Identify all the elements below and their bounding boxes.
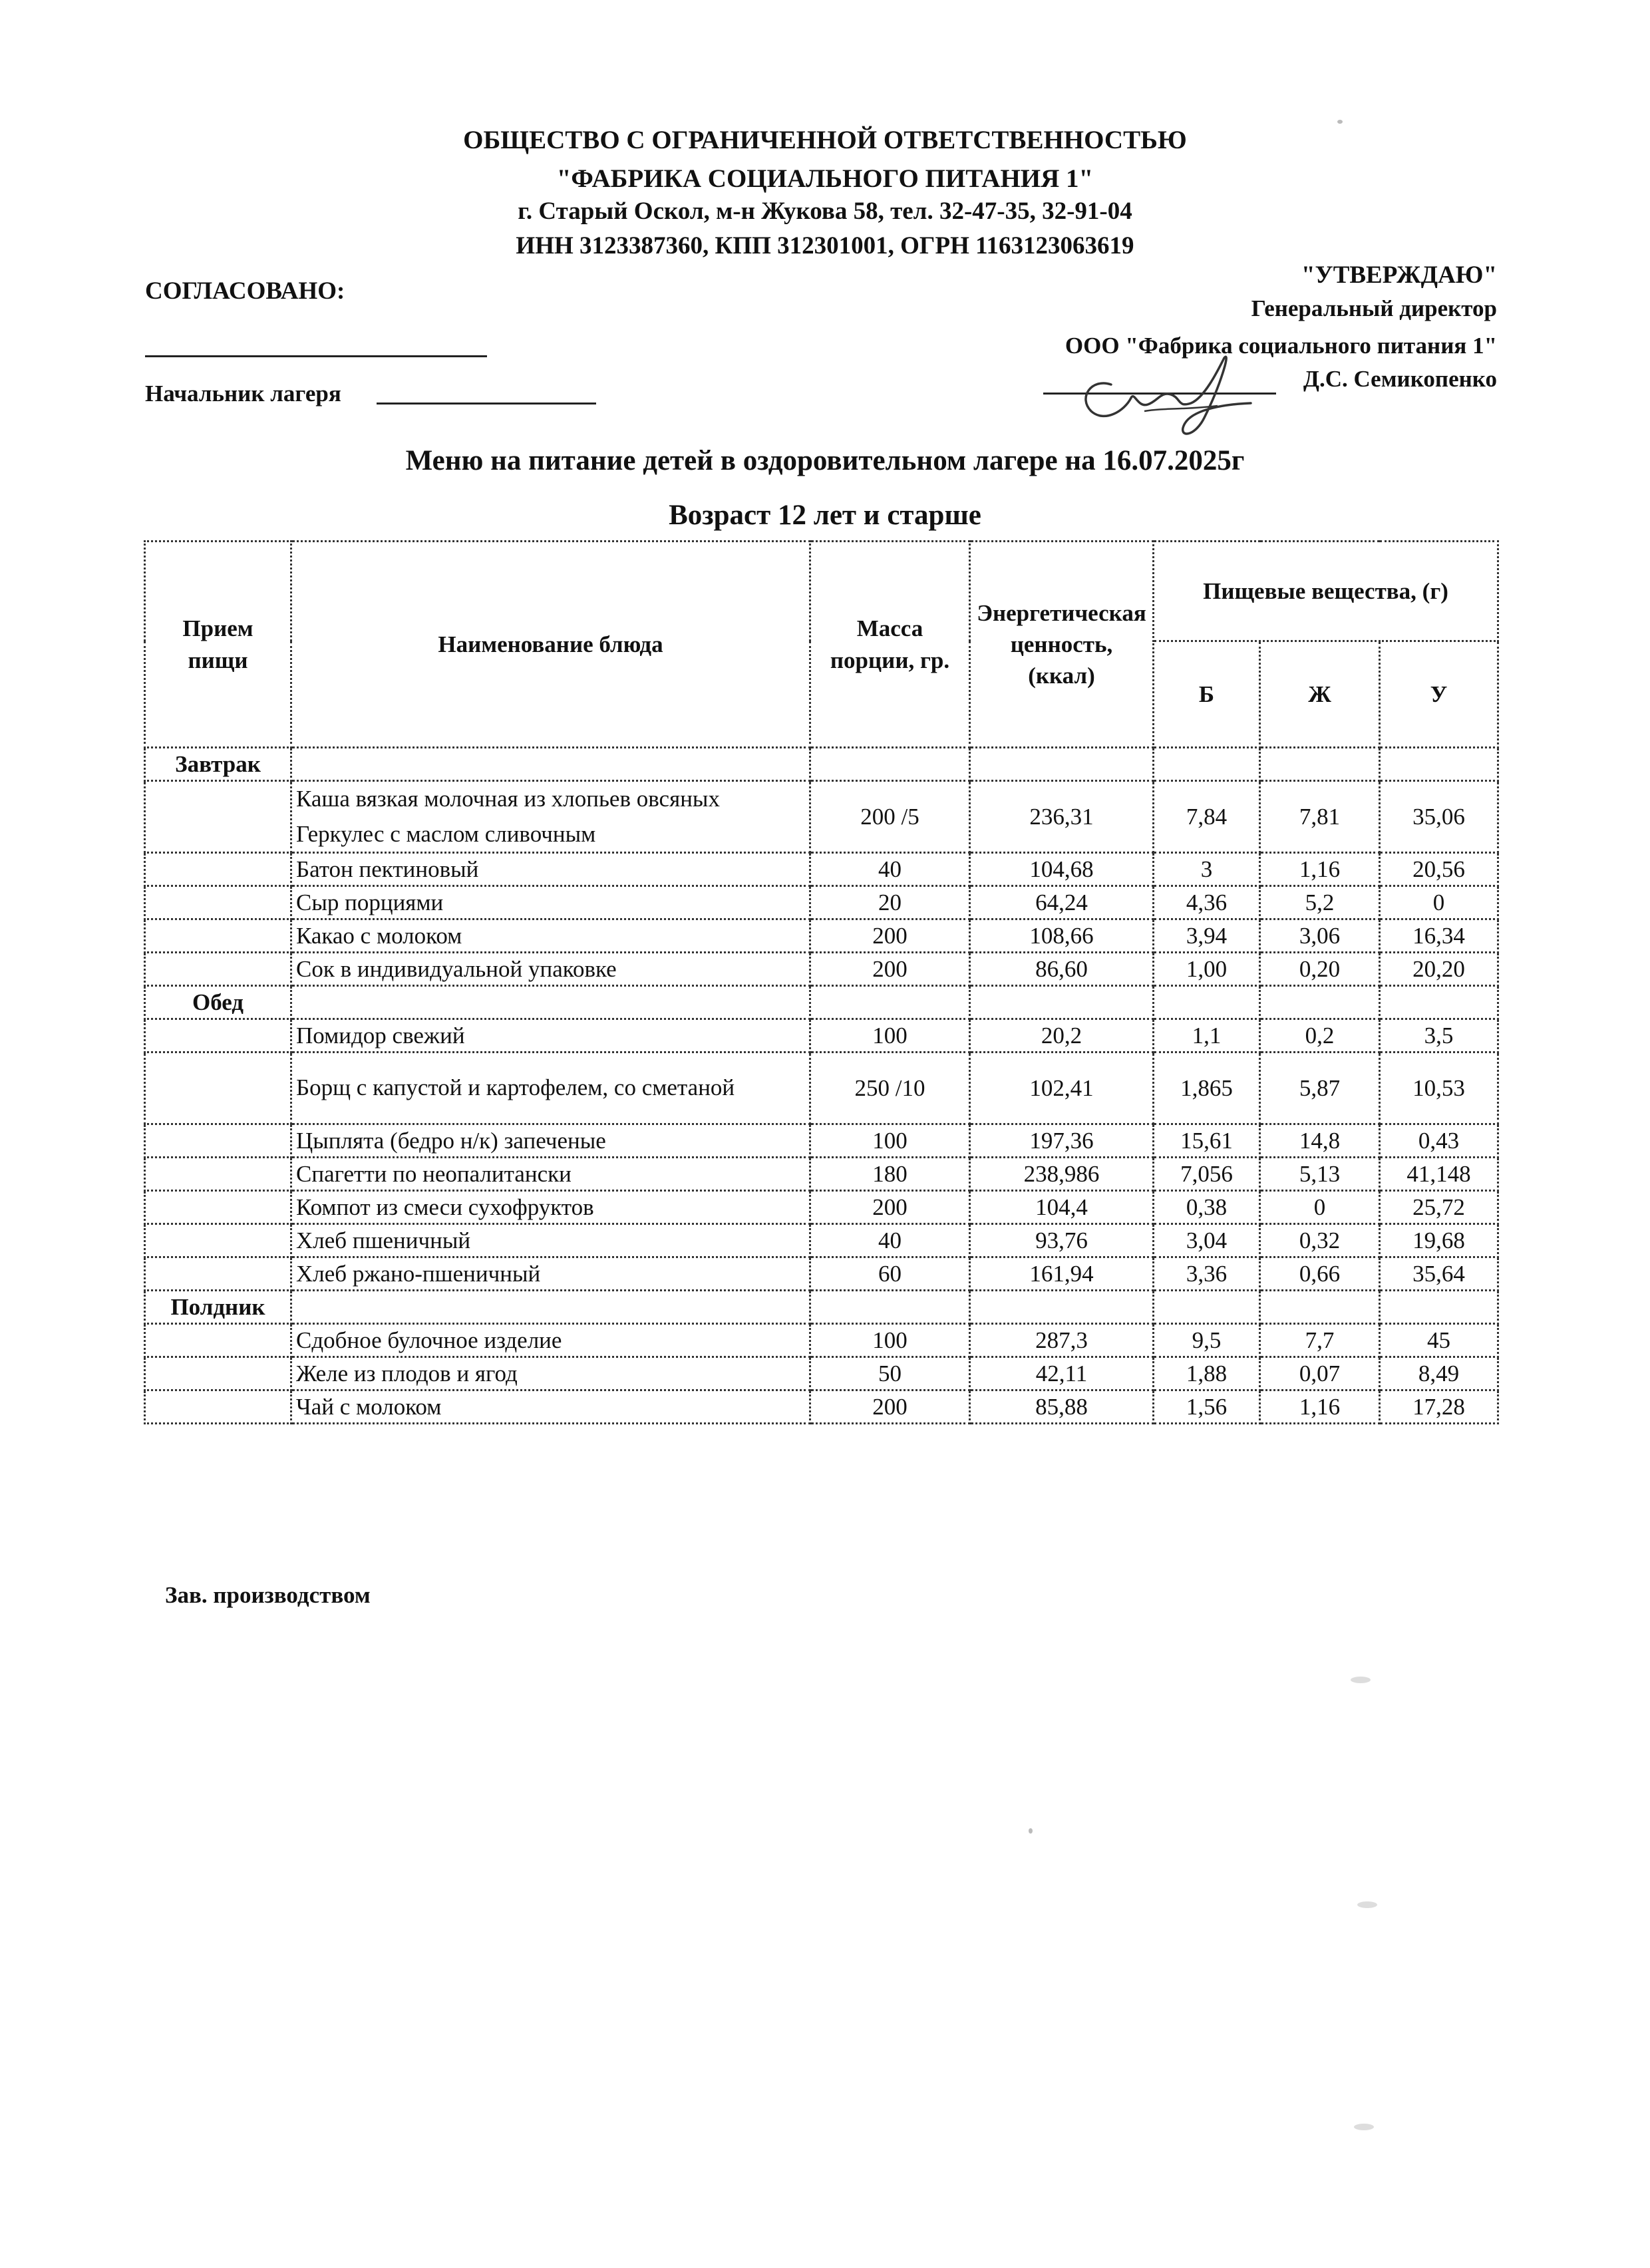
energy-value: 197,36 <box>970 1124 1154 1158</box>
protein-value: 3,04 <box>1154 1224 1260 1257</box>
age-subtitle: Возраст 12 лет и старше <box>669 500 981 531</box>
empty-cell <box>145 781 291 853</box>
empty-cell <box>145 1124 291 1158</box>
protein-value: 7,056 <box>1154 1158 1260 1191</box>
dish-name: Помидор свежий <box>291 1019 810 1053</box>
empty-cell <box>145 919 291 953</box>
agreed-signature-line <box>145 355 487 357</box>
menu-table <box>144 540 1499 1424</box>
fat-value: 7,81 <box>1260 781 1380 853</box>
energy-value: 20,2 <box>970 1019 1154 1053</box>
empty-cell <box>145 886 291 919</box>
table-row <box>145 1053 1498 1124</box>
empty-cell <box>1260 1291 1380 1324</box>
empty-cell <box>145 1390 291 1424</box>
dish-name: Какао с молоком <box>291 919 810 953</box>
table-row <box>145 1191 1498 1224</box>
empty-cell <box>1154 1291 1260 1324</box>
empty-cell <box>810 986 970 1019</box>
production-head-label: Зав. производством <box>165 1582 371 1608</box>
empty-cell <box>291 986 810 1019</box>
empty-cell <box>145 1191 291 1224</box>
dish-name: Чай с молоком <box>291 1390 810 1424</box>
carbs-value: 35,64 <box>1380 1257 1498 1291</box>
protein-value: 1,88 <box>1154 1357 1260 1390</box>
director-name: Д.С. Семикопенко <box>1303 366 1497 392</box>
portion-mass: 200 <box>810 919 970 953</box>
empty-cell <box>145 1053 291 1124</box>
table-row <box>145 1257 1498 1291</box>
dish-name: Хлеб ржано-пшеничный <box>291 1257 810 1291</box>
protein-value: 1,1 <box>1154 1019 1260 1053</box>
carbs-value: 19,68 <box>1380 1224 1498 1257</box>
protein-value: 0,38 <box>1154 1191 1260 1224</box>
portion-mass: 60 <box>810 1257 970 1291</box>
portion-mass: 50 <box>810 1357 970 1390</box>
empty-cell <box>145 1324 291 1357</box>
portion-mass: 100 <box>810 1124 970 1158</box>
empty-cell <box>145 1158 291 1191</box>
meal-section-label: Полдник <box>145 1291 291 1324</box>
dish-name: Спагетти по неопалитански <box>291 1158 810 1191</box>
scan-speck <box>1337 120 1343 124</box>
portion-mass: 40 <box>810 853 970 886</box>
menu-title: Меню на питание детей в оздоровительном лагере на 16.07.2025г <box>405 445 1245 476</box>
table-row <box>145 1124 1498 1158</box>
section-row <box>145 1291 1498 1324</box>
header-carbs: У <box>1380 641 1498 748</box>
energy-value: 93,76 <box>970 1224 1154 1257</box>
director-signature <box>1065 345 1264 444</box>
scan-speck <box>1029 1828 1033 1834</box>
empty-cell <box>810 748 970 781</box>
carbs-value: 25,72 <box>1380 1191 1498 1224</box>
carbs-value: 20,56 <box>1380 853 1498 886</box>
portion-mass: 200 <box>810 1390 970 1424</box>
energy-value: 104,68 <box>970 853 1154 886</box>
carbs-value: 8,49 <box>1380 1357 1498 1390</box>
carbs-value: 45 <box>1380 1324 1498 1357</box>
energy-value: 238,986 <box>970 1158 1154 1191</box>
protein-value: 3,94 <box>1154 919 1260 953</box>
empty-cell <box>1154 986 1260 1019</box>
empty-cell <box>1260 986 1380 1019</box>
portion-mass: 100 <box>810 1019 970 1053</box>
table-row <box>145 919 1498 953</box>
empty-cell <box>1380 986 1498 1019</box>
protein-value: 7,84 <box>1154 781 1260 853</box>
fat-value: 0,32 <box>1260 1224 1380 1257</box>
meal-section-label: Завтрак <box>145 748 291 781</box>
dish-name: Сок в индивидуальной упаковке <box>291 953 810 986</box>
scan-speck <box>1357 1901 1377 1908</box>
menu-table-body <box>145 748 1498 1424</box>
dish-name: Батон пектиновый <box>291 853 810 886</box>
fat-value: 0,20 <box>1260 953 1380 986</box>
company-name: ООО "Фабрика социального питания 1" <box>1065 333 1497 359</box>
camp-head-signature-line <box>377 403 596 405</box>
portion-mass: 180 <box>810 1158 970 1191</box>
energy-value: 42,11 <box>970 1357 1154 1390</box>
table-row <box>145 953 1498 986</box>
empty-cell <box>291 748 810 781</box>
fat-value: 5,2 <box>1260 886 1380 919</box>
org-requisites-line: ИНН 3123387360, КПП 312301001, ОГРН 1163123063619 <box>516 232 1134 259</box>
camp-head-label: Начальник лагеря <box>145 381 341 406</box>
energy-value: 64,24 <box>970 886 1154 919</box>
carbs-value: 20,20 <box>1380 953 1498 986</box>
carbs-value: 3,5 <box>1380 1019 1498 1053</box>
table-row <box>145 1324 1498 1357</box>
empty-cell <box>145 1257 291 1291</box>
fat-value: 0,66 <box>1260 1257 1380 1291</box>
table-row <box>145 781 1498 853</box>
empty-cell <box>291 1291 810 1324</box>
table-row <box>145 1390 1498 1424</box>
dish-name: Сыр порциями <box>291 886 810 919</box>
portion-mass: 100 <box>810 1324 970 1357</box>
director-position: Генеральный директор <box>1251 295 1497 321</box>
org-address-line: г. Старый Оскол, м-н Жукова 58, тел. 32-47-35, 32-91-04 <box>518 198 1132 225</box>
carbs-value: 41,148 <box>1380 1158 1498 1191</box>
energy-value: 108,66 <box>970 919 1154 953</box>
empty-cell <box>1380 748 1498 781</box>
fat-value: 0,07 <box>1260 1357 1380 1390</box>
protein-value: 1,56 <box>1154 1390 1260 1424</box>
empty-cell <box>810 1291 970 1324</box>
dish-name: Цыплята (бедро н/к) запеченые <box>291 1124 810 1158</box>
energy-value: 287,3 <box>970 1324 1154 1357</box>
fat-value: 3,06 <box>1260 919 1380 953</box>
header-nutrients: Пищевые вещества, (г) <box>1154 542 1498 641</box>
portion-mass: 20 <box>810 886 970 919</box>
portion-mass: 40 <box>810 1224 970 1257</box>
portion-mass: 200 <box>810 953 970 986</box>
table-row <box>145 1224 1498 1257</box>
empty-cell <box>1380 1291 1498 1324</box>
org-brand-line: "ФАБРИКА СОЦИАЛЬНОГО ПИТАНИЯ 1" <box>556 164 1094 193</box>
carbs-value: 0,43 <box>1380 1124 1498 1158</box>
dish-name: Желе из плодов и ягод <box>291 1357 810 1390</box>
carbs-value: 17,28 <box>1380 1390 1498 1424</box>
empty-cell <box>970 986 1154 1019</box>
empty-cell <box>145 1224 291 1257</box>
fat-value: 1,16 <box>1260 853 1380 886</box>
empty-cell <box>970 748 1154 781</box>
agreed-label: СОГЛАСОВАНО: <box>145 277 345 305</box>
protein-value: 3 <box>1154 853 1260 886</box>
header-dish: Наименование блюда <box>291 542 810 748</box>
header-energy: Энергетическая ценность, (ккал) <box>970 542 1154 748</box>
meal-section-label: Обед <box>145 986 291 1019</box>
protein-value: 1,00 <box>1154 953 1260 986</box>
table-row <box>145 853 1498 886</box>
table-row <box>145 1357 1498 1390</box>
dish-name: Каша вязкая молочная из хлопьев овсяных Геркулес с маслом сливочным <box>291 781 810 853</box>
empty-cell <box>145 953 291 986</box>
energy-value: 85,88 <box>970 1390 1154 1424</box>
energy-value: 86,60 <box>970 953 1154 986</box>
fat-value: 0,2 <box>1260 1019 1380 1053</box>
approve-label: "УТВЕРЖДАЮ" <box>1301 261 1497 289</box>
header-protein: Б <box>1154 641 1260 748</box>
protein-value: 9,5 <box>1154 1324 1260 1357</box>
dish-name: Хлеб пшеничный <box>291 1224 810 1257</box>
fat-value: 5,87 <box>1260 1053 1380 1124</box>
portion-mass: 200 /5 <box>810 781 970 853</box>
section-row <box>145 986 1498 1019</box>
energy-value: 104,4 <box>970 1191 1154 1224</box>
protein-value: 3,36 <box>1154 1257 1260 1291</box>
fat-value: 0 <box>1260 1191 1380 1224</box>
energy-value: 102,41 <box>970 1053 1154 1124</box>
carbs-value: 35,06 <box>1380 781 1498 853</box>
header-meal: Прием пищи <box>145 542 291 748</box>
protein-value: 4,36 <box>1154 886 1260 919</box>
org-name-line: ОБЩЕСТВО С ОГРАНИЧЕННОЙ ОТВЕТСТВЕННОСТЬЮ <box>463 126 1187 154</box>
table-row <box>145 886 1498 919</box>
table-row <box>145 1019 1498 1053</box>
header-fat: Ж <box>1260 641 1380 748</box>
fat-value: 14,8 <box>1260 1124 1380 1158</box>
fat-value: 5,13 <box>1260 1158 1380 1191</box>
scan-speck <box>1351 1677 1371 1683</box>
header-mass: Масса порции, гр. <box>810 542 970 748</box>
energy-value: 161,94 <box>970 1257 1154 1291</box>
portion-mass: 200 <box>810 1191 970 1224</box>
carbs-value: 0 <box>1380 886 1498 919</box>
empty-cell <box>145 853 291 886</box>
portion-mass: 250 /10 <box>810 1053 970 1124</box>
empty-cell <box>145 1357 291 1390</box>
section-row <box>145 748 1498 781</box>
fat-value: 1,16 <box>1260 1390 1380 1424</box>
dish-name: Сдобное булочное изделие <box>291 1324 810 1357</box>
empty-cell <box>145 1019 291 1053</box>
table-row <box>145 1158 1498 1191</box>
dish-name: Борщ с капустой и картофелем, со сметаной <box>291 1053 810 1124</box>
energy-value: 236,31 <box>970 781 1154 853</box>
empty-cell <box>970 1291 1154 1324</box>
empty-cell <box>1154 748 1260 781</box>
scan-speck <box>1354 2124 1374 2130</box>
protein-value: 15,61 <box>1154 1124 1260 1158</box>
carbs-value: 16,34 <box>1380 919 1498 953</box>
empty-cell <box>1260 748 1380 781</box>
fat-value: 7,7 <box>1260 1324 1380 1357</box>
dish-name: Компот из смеси сухофруктов <box>291 1191 810 1224</box>
protein-value: 1,865 <box>1154 1053 1260 1124</box>
carbs-value: 10,53 <box>1380 1053 1498 1124</box>
